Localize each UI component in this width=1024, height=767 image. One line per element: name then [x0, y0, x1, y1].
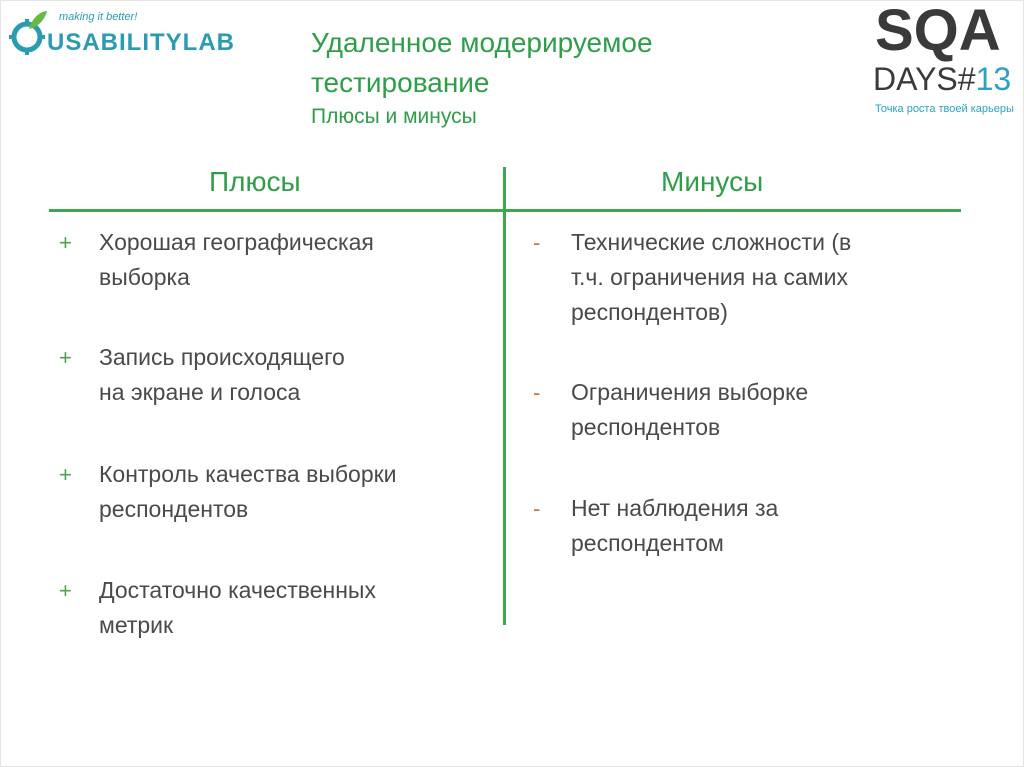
pros-item-line: Контроль качества выборки — [99, 461, 397, 487]
pros-item-line: выборка — [99, 264, 190, 290]
cons-item-text — [571, 375, 951, 445]
usabilitylab-logo — [7, 5, 267, 59]
cons-item-line: респондентов — [571, 414, 721, 440]
days-label: DAYS# — [873, 61, 976, 97]
gear-leaf-icon — [7, 9, 49, 55]
cons-item-text — [571, 491, 951, 561]
title-line-1: Удаленное модерируемое — [311, 27, 653, 58]
pros-header: Плюсы — [209, 166, 301, 197]
cons-item-line: Технические сложности (в — [571, 229, 852, 255]
minus-icon: - — [533, 380, 541, 405]
column-divider — [503, 167, 506, 625]
days-wordmark — [873, 61, 1011, 97]
plus-icon: + — [59, 345, 72, 370]
days-number: 13 — [975, 61, 1012, 97]
minus-icon: - — [533, 230, 541, 255]
cons-item-line: Ограничения выборке — [571, 379, 809, 405]
page-title — [311, 23, 831, 103]
pros-item-text — [99, 225, 489, 295]
plus-icon: + — [59, 578, 72, 603]
title-line-2: тестирование — [311, 67, 490, 98]
cons-item-line: Нет наблюдения за — [571, 495, 779, 521]
pros-item-text — [99, 340, 489, 410]
plus-icon: + — [59, 230, 72, 255]
pros-item-line: респондентов — [99, 496, 249, 522]
pros-item-line: на экране и голоса — [99, 379, 301, 405]
pros-item-line: метрик — [99, 612, 174, 638]
pros-item-line: Запись происходящего — [99, 344, 345, 370]
logo-tagline: making it better! — [59, 11, 138, 23]
page-subtitle: Плюсы и минусы — [311, 105, 477, 128]
cons-item-line: респондентом — [571, 530, 724, 556]
minus-icon: - — [533, 496, 541, 521]
plus-icon: + — [59, 462, 72, 487]
sqa-wordmark: SQA — [875, 0, 1001, 63]
logo-wordmark: USABILITYLAB — [47, 29, 235, 56]
pros-item-line: Хорошая географическая — [99, 229, 374, 255]
cons-item-line: т.ч. ограничения на самих — [571, 264, 848, 290]
sqa-days-logo — [869, 0, 1024, 123]
cons-item-text — [571, 225, 951, 330]
cons-item-line: респондентов) — [571, 299, 728, 325]
pros-item-text — [99, 573, 489, 643]
pros-item-text — [99, 457, 489, 527]
cons-header: Минусы — [661, 166, 764, 197]
pros-item-line: Достаточно качественных — [99, 577, 376, 603]
logo-slogan: Точка роста твоей карьеры — [875, 103, 1014, 115]
